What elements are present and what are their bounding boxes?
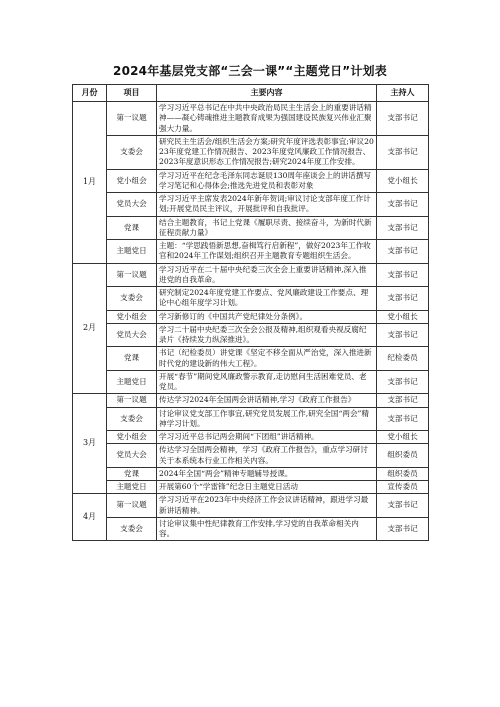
month-cell: 2月 bbox=[73, 263, 107, 394]
item-cell: 第一议题 bbox=[107, 263, 157, 287]
table-row bbox=[73, 310, 429, 323]
table-row bbox=[73, 135, 429, 169]
header-item: 项目 bbox=[107, 85, 157, 102]
content-cell: 2024年全国“两会”精神专题辅导授课。 bbox=[157, 467, 377, 480]
content-cell: 学习习近平在纪念毛泽东同志诞辰130周年座谈会上的讲话撰写学习笔记和心得体会;推选先进党员和表彰对象 bbox=[157, 169, 377, 193]
content-cell: 学习习近平在2023年中央经济工作会议讲话精神，跟进学习最新讲话精神。 bbox=[157, 494, 377, 518]
host-cell: 支部书记 bbox=[377, 494, 429, 518]
item-cell: 第一议题 bbox=[107, 102, 157, 136]
item-cell: 第一议题 bbox=[107, 494, 157, 518]
host-cell: 支部书记 bbox=[377, 287, 429, 311]
table-row bbox=[73, 370, 429, 394]
table-row bbox=[73, 323, 429, 347]
header-content: 主要内容 bbox=[157, 85, 377, 102]
item-cell: 党小组会 bbox=[107, 169, 157, 193]
host-cell: 组织委员 bbox=[377, 467, 429, 480]
item-cell: 支委会 bbox=[107, 135, 157, 169]
month-cell: 4月 bbox=[73, 494, 107, 541]
header-month: 月份 bbox=[73, 85, 107, 102]
content-cell: 学习习近平总书记两会期间“下团组”讲话精神。 bbox=[157, 431, 377, 444]
host-cell: 支部书记 bbox=[377, 135, 429, 169]
table-row bbox=[73, 394, 429, 407]
header-host: 主持人 bbox=[377, 85, 429, 102]
item-cell: 支委会 bbox=[107, 517, 157, 541]
host-cell: 支部书记 bbox=[377, 216, 429, 240]
plan-table bbox=[72, 84, 429, 541]
item-cell: 党员大会 bbox=[107, 444, 157, 468]
content-cell: 学习新修订的《中国共产党纪律处分条例》。 bbox=[157, 310, 377, 323]
table-row bbox=[73, 431, 429, 444]
table-row bbox=[73, 467, 429, 480]
content-cell: 学习习近平主席发表2024年新年贺词;审议讨论支部年度工作计划;开展党员民主评议，开展批评和自我批评。 bbox=[157, 193, 377, 217]
host-cell: 支部书记 bbox=[377, 102, 429, 136]
host-cell: 党小组长 bbox=[377, 310, 429, 323]
content-cell: 开展第60个“学雷锋”纪念日主题党日活动 bbox=[157, 481, 377, 494]
item-cell: 党课 bbox=[107, 347, 157, 371]
month-cell: 1月 bbox=[73, 102, 107, 264]
item-cell: 党小组会 bbox=[107, 310, 157, 323]
content-cell: 学习习近平总书记在中共中央政治局民主生活会上的重要讲话精神——凝心铸魂推进主题教育成果为强国建设民族复兴伟业汇聚强大力量。 bbox=[157, 102, 377, 136]
content-cell: 讨论审议集中性纪律教育工作安排,学习党的自我革命相关内容。 bbox=[157, 517, 377, 541]
content-cell: 书记（纪检委员）讲党课《坚定不移全面从严治党，深入推进新时代党的建设新的伟大工程》。 bbox=[157, 347, 377, 371]
item-cell: 主题党日 bbox=[107, 240, 157, 264]
content-cell: 研究民主生活会/组织生活会方案;研究年度评选表彰事宜;审议2023年度党建工作情况报告、2023年度党风廉政工作情况报告、2023年度意识形态工作情况报告;研究2024年度工作安排。 bbox=[157, 135, 377, 169]
document-title: 2024年基层党支部“三会一课”“主题党日”计划表 bbox=[113, 64, 387, 78]
table-row bbox=[73, 287, 429, 311]
host-cell: 支部书记 bbox=[377, 323, 429, 347]
table-header-row bbox=[73, 85, 429, 102]
content-cell: 讨论审议党支部工作事宜,研究党员发展工作,研究全国“两会”精神学习计划。 bbox=[157, 407, 377, 431]
table-row bbox=[73, 347, 429, 371]
content-cell: 主题：“学思践悟新思想,奋楫笃行启新程”，做好2023年工作收官和2024年工作谋划;组织召开主题教育专题组织生活会。 bbox=[157, 240, 377, 264]
item-cell: 支委会 bbox=[107, 407, 157, 431]
table-row bbox=[73, 407, 429, 431]
item-cell: 党小组会 bbox=[107, 431, 157, 444]
table-row bbox=[73, 517, 429, 541]
table-row bbox=[73, 193, 429, 217]
table-row bbox=[73, 169, 429, 193]
host-cell: 党小组长 bbox=[377, 431, 429, 444]
content-cell: 结合主题教育，书记上党课《履职尽责、接续奋斗，为新时代新征程贡献力量》 bbox=[157, 216, 377, 240]
host-cell: 支部书记 bbox=[377, 193, 429, 217]
table-row bbox=[73, 263, 429, 287]
table-row bbox=[73, 240, 429, 264]
host-cell: 支部书记 bbox=[377, 517, 429, 541]
host-cell: 支部书记 bbox=[377, 394, 429, 407]
content-cell: 学习二十届中央纪委三次全会公报及精神,组织观看央视反腐纪录片《持续发力纵深推进》。 bbox=[157, 323, 377, 347]
host-cell: 支部书记 bbox=[377, 263, 429, 287]
host-cell: 支部书记 bbox=[377, 370, 429, 394]
host-cell: 组织委员 bbox=[377, 444, 429, 468]
content-cell: 传达学习2024年全国两会讲话精神,学习《政府工作报告》 bbox=[157, 394, 377, 407]
content-cell: 开展“春节”期间党风廉政警示教育,走访慰问生活困难党员、老党员。 bbox=[157, 370, 377, 394]
table-row bbox=[73, 494, 429, 518]
host-cell: 纪检委员 bbox=[377, 347, 429, 371]
table-row bbox=[73, 102, 429, 136]
host-cell: 党小组长 bbox=[377, 169, 429, 193]
item-cell: 主题党日 bbox=[107, 481, 157, 494]
host-cell: 支部书记 bbox=[377, 240, 429, 264]
item-cell: 主题党日 bbox=[107, 370, 157, 394]
item-cell: 党课 bbox=[107, 216, 157, 240]
table-row bbox=[73, 481, 429, 494]
content-cell: 研究制定2024年度党建工作要点、党风廉政建设工作要点、理论中心组年度学习计划。 bbox=[157, 287, 377, 311]
item-cell: 支委会 bbox=[107, 287, 157, 311]
item-cell: 党员大会 bbox=[107, 193, 157, 217]
table-row bbox=[73, 216, 429, 240]
item-cell: 第一议题 bbox=[107, 394, 157, 407]
month-cell: 3月 bbox=[73, 394, 107, 494]
host-cell: 支部书记 bbox=[377, 407, 429, 431]
content-cell: 学习习近平在二十届中央纪委三次全会上重要讲话精神,深入推进党的自我革命。 bbox=[157, 263, 377, 287]
table-row bbox=[73, 444, 429, 468]
host-cell: 宣传委员 bbox=[377, 481, 429, 494]
item-cell: 党员大会 bbox=[107, 323, 157, 347]
content-cell: 传达学习全国两会精神，学习《政府工作报告》，重点学习研讨关于本系统本行业工作相关内容。 bbox=[157, 444, 377, 468]
item-cell: 党课 bbox=[107, 467, 157, 480]
